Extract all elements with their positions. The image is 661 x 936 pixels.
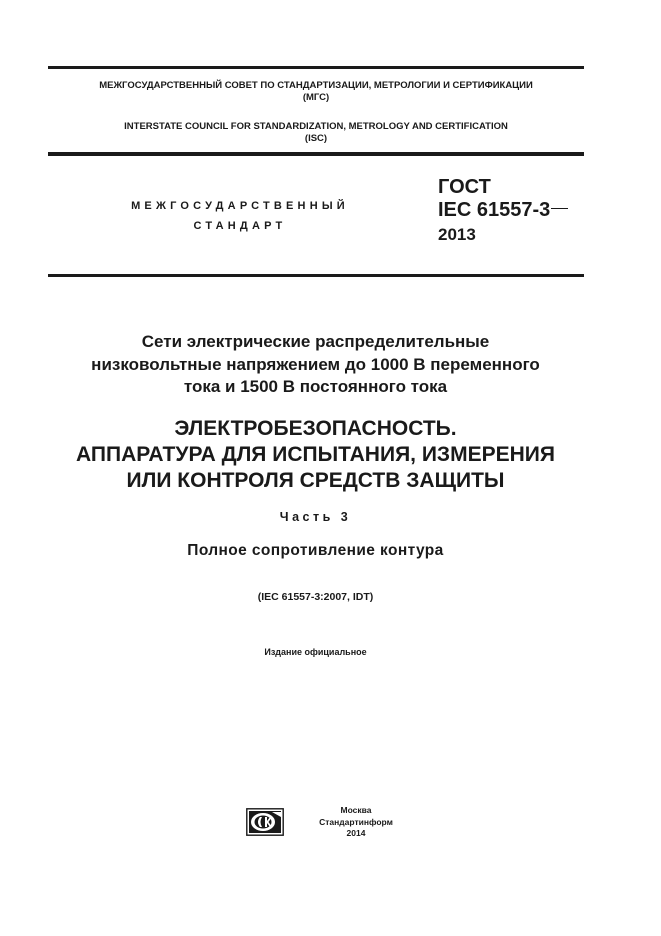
subtitle-line: тока и 1500 В постоянного тока (183, 377, 448, 396)
council-en-line2: (ISC) (304, 133, 328, 144)
document-subtitle (30, 331, 601, 399)
council-en-line1: INTERSTATE COUNCIL FOR STANDARDIZATION, METROLOGY AND CERTIFICATION (124, 121, 508, 132)
top-rule (48, 66, 584, 69)
designation-rule (48, 274, 584, 277)
council-name-en (48, 121, 584, 145)
designation-number: IEC 61557-3 (438, 199, 551, 221)
standard-type-line1: МЕЖГОСУДАРСТВЕННЫЙ (131, 200, 349, 212)
publisher-year: 2014 (346, 828, 366, 838)
standard-type-line2: СТАНДАРТ (193, 220, 287, 232)
part-label: Часть 3 (279, 510, 352, 524)
designation-prefix: ГОСТ (438, 176, 491, 198)
council-name-ru (48, 80, 584, 104)
designation-year: 2013 (438, 225, 476, 244)
title-line: АППАРАТУРА ДЛЯ ИСПЫТАНИЯ, ИЗМЕРЕНИЯ (76, 443, 555, 466)
publisher-name: Стандартинформ (319, 816, 393, 827)
subtitle-line: низковольтные напряжением до 1000 В переменного (91, 354, 540, 374)
document-title (30, 416, 601, 494)
designation-dash (551, 208, 568, 210)
publisher-imprint (318, 805, 394, 840)
council-ru-line2: (МГС) (302, 92, 330, 103)
standard-type-label (110, 196, 370, 236)
edition-note: Издание официальное (264, 647, 367, 657)
iec-reference: (IEC 61557-3:2007, IDT) (257, 591, 374, 603)
standard-designation (438, 176, 568, 246)
subtitle-line: Сети электрические распределительные (141, 332, 490, 351)
standartinform-logo-icon (246, 808, 284, 836)
part-title: Полное сопротивление контура (187, 542, 444, 559)
publisher-city: Москва (340, 805, 372, 815)
title-line: ЭЛЕКТРОБЕЗОПАСНОСТЬ. (174, 417, 457, 440)
council-ru-line1: МЕЖГОСУДАРСТВЕННЫЙ СОВЕТ ПО СТАНДАРТИЗАЦИИ, МЕТРОЛОГИИ И СЕРТИФИКАЦИИ (99, 80, 533, 91)
header-rule (48, 152, 584, 156)
title-line: ИЛИ КОНТРОЛЯ СРЕДСТВ ЗАЩИТЫ (126, 469, 505, 492)
